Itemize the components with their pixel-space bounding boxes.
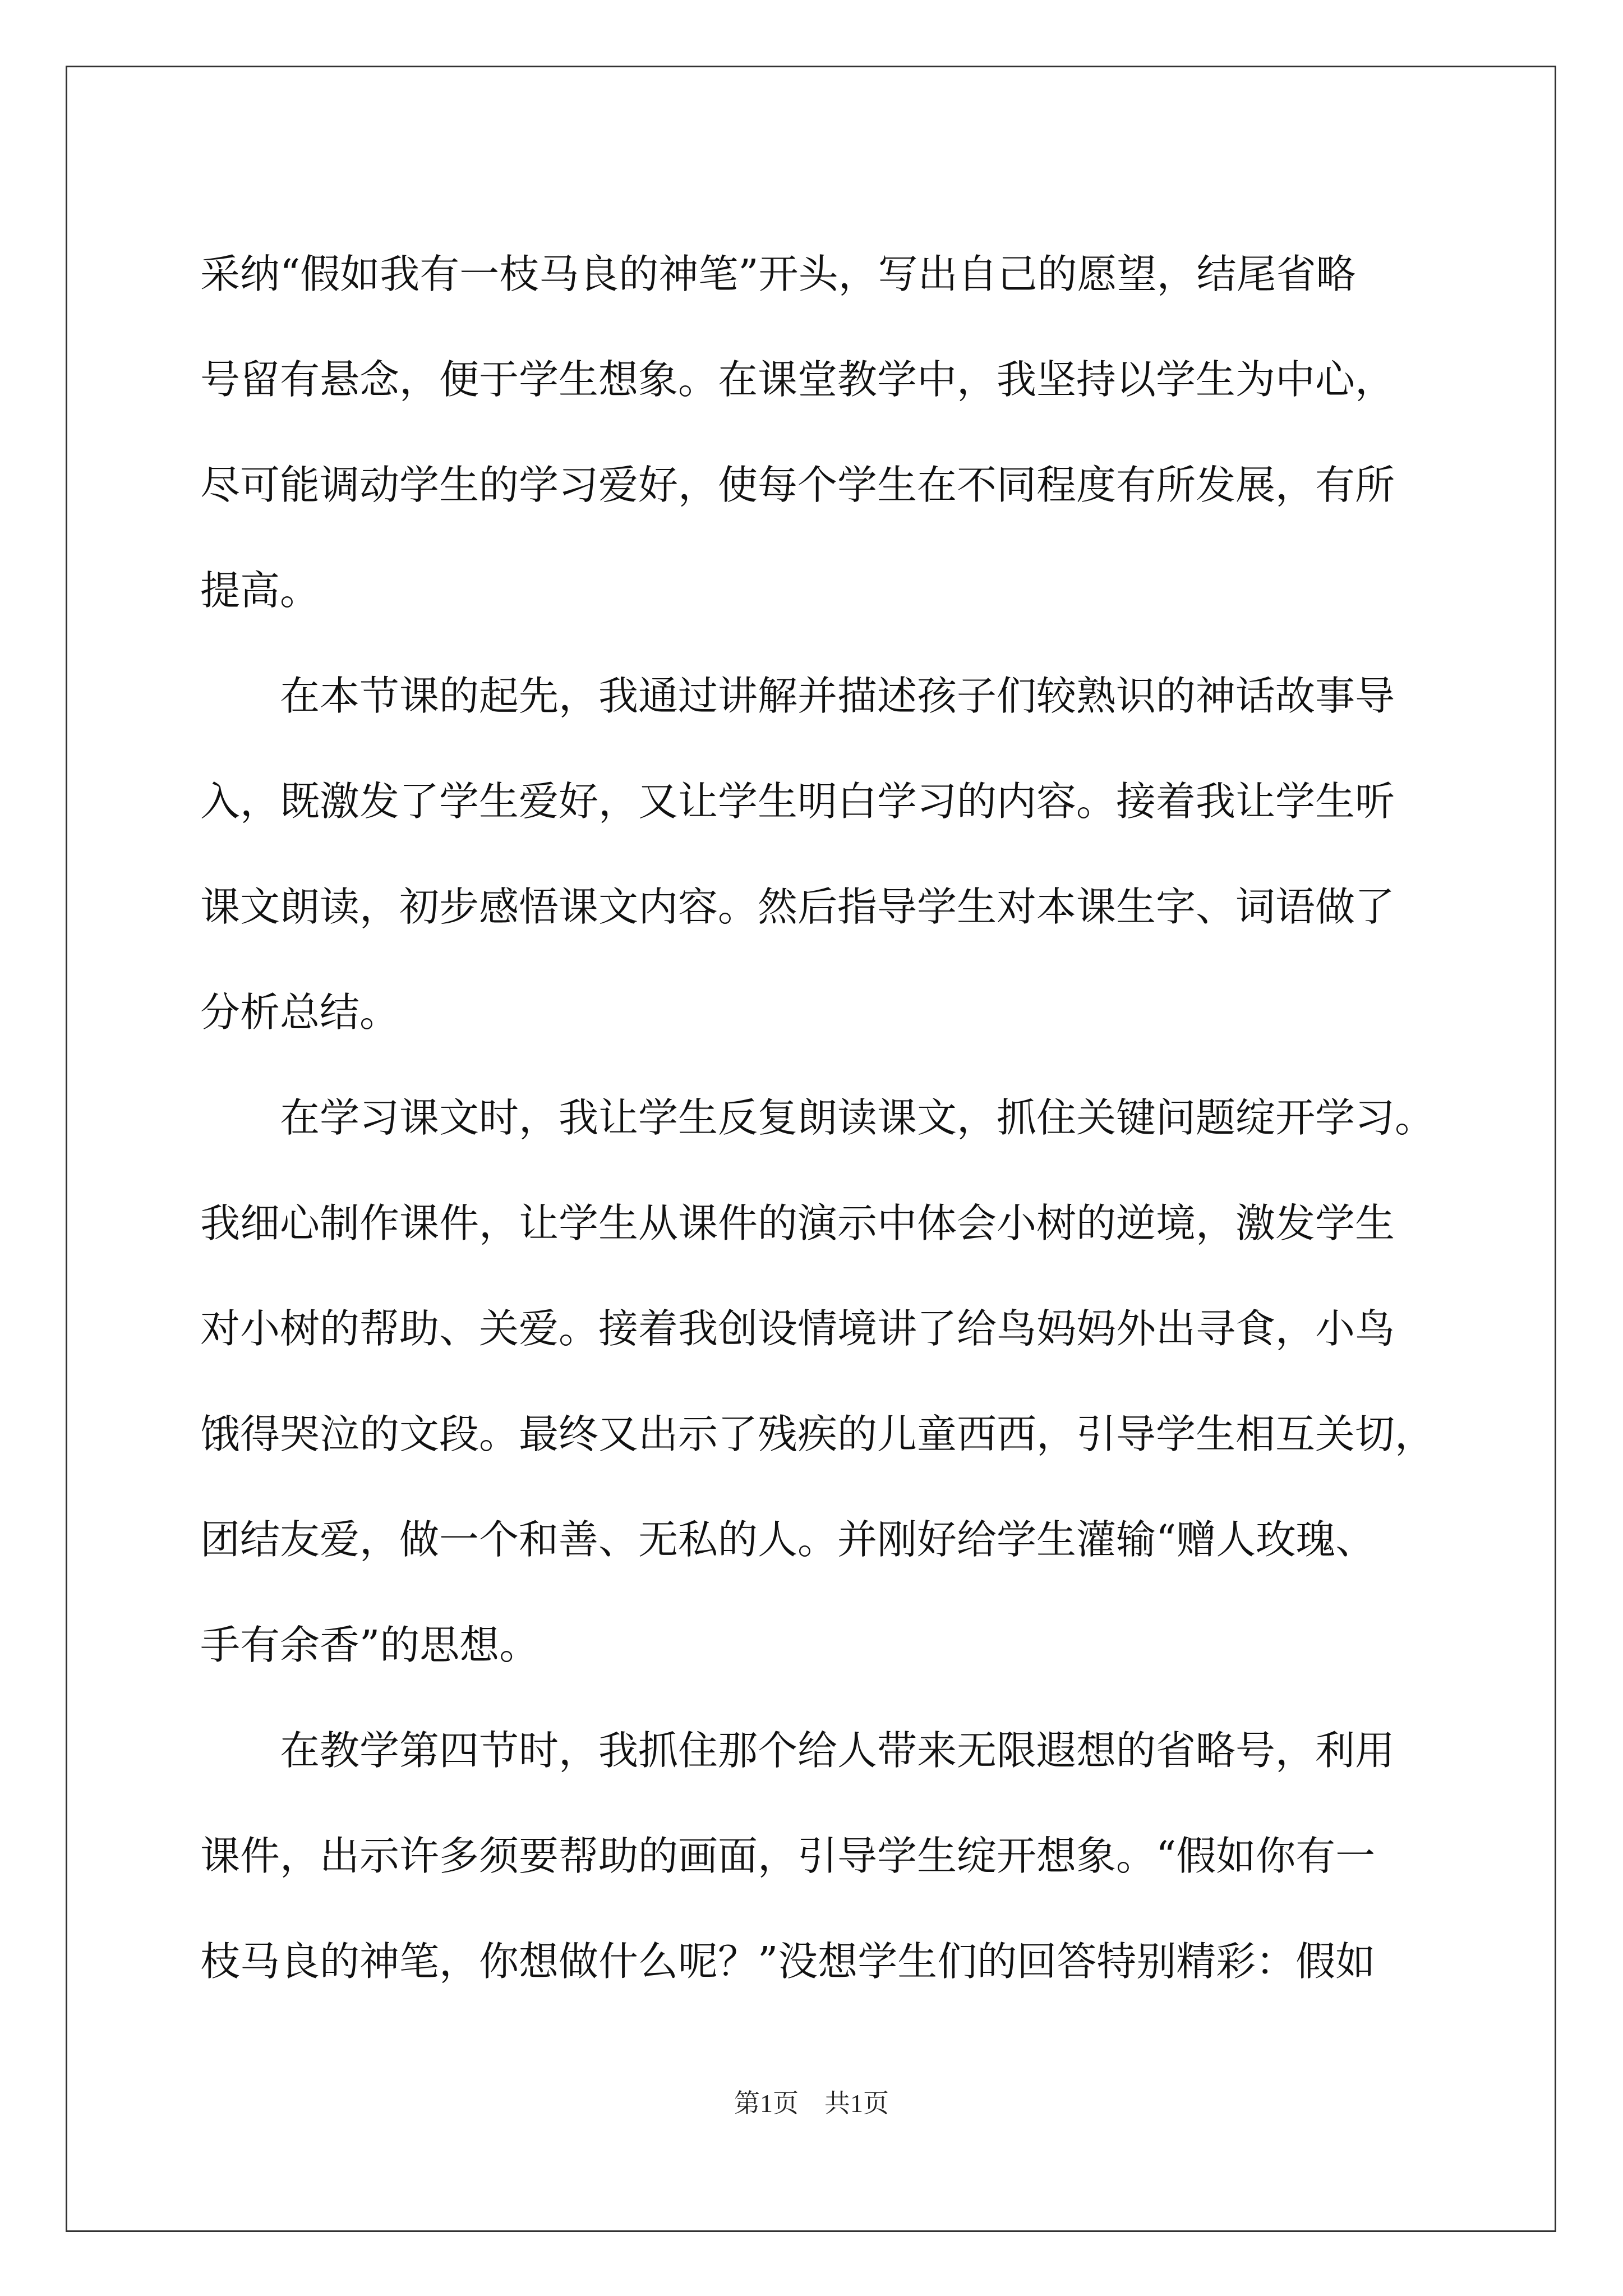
text-line-12: 饿得哭泣的文段。最终又出示了残疾的儿童西西，引导学生相互关切， bbox=[200, 1411, 1435, 1457]
text-line-5: 在本节课的起先，我通过讲解并描述孩子们较熟识的神话故事导 bbox=[280, 673, 1395, 719]
page-total: 共1页 bbox=[824, 2089, 889, 2118]
text-line-1: 采纳“假如我有一枝马良的神笔”开头，写出自己的愿望，结尾省略 bbox=[200, 251, 1356, 297]
text-line-9: 在学习课文时，我让学生反复朗读课文，抓住关键问题绽开学习。 bbox=[280, 1094, 1435, 1141]
text-line-6: 入，既激发了学生爱好，又让学生明白学习的内容。接着我让学生听 bbox=[200, 778, 1395, 825]
page-number: 第1页 bbox=[734, 2089, 799, 2118]
page-footer bbox=[0, 2087, 1623, 2120]
text-line-15: 在教学第四节时，我抓住那个给人带来无限遐想的省略号，利用 bbox=[280, 1727, 1395, 1774]
text-line-8: 分析总结。 bbox=[200, 989, 400, 1036]
text-line-4: 提高。 bbox=[200, 567, 320, 614]
text-line-17: 枝马良的神笔，你想做什么呢？”没想学生们的回答特别精彩：假如 bbox=[200, 1938, 1376, 1985]
text-line-10: 我细心制作课件，让学生从课件的演示中体会小树的逆境，激发学生 bbox=[200, 1200, 1395, 1246]
text-line-16: 课件，出示许多须要帮助的画面，引导学生绽开想象。“假如你有一 bbox=[200, 1833, 1376, 1879]
text-line-13: 团结友爱，做一个和善、无私的人。并刚好给学生灌输“赠人玫瑰、 bbox=[200, 1516, 1376, 1563]
text-line-2: 号留有悬念，便于学生想象。在课堂教学中，我坚持以学生为中心， bbox=[200, 356, 1395, 403]
text-line-7: 课文朗读，初步感悟课文内容。然后指导学生对本课生字、词语做了 bbox=[200, 884, 1395, 930]
text-line-3: 尽可能调动学生的学习爱好，使每个学生在不同程度有所发展，有所 bbox=[200, 462, 1395, 508]
text-line-14: 手有余香”的思想。 bbox=[200, 1622, 540, 1668]
text-line-11: 对小树的帮助、关爱。接着我创设情境讲了给鸟妈妈外出寻食，小鸟 bbox=[200, 1305, 1395, 1352]
document-body bbox=[200, 222, 1444, 2014]
